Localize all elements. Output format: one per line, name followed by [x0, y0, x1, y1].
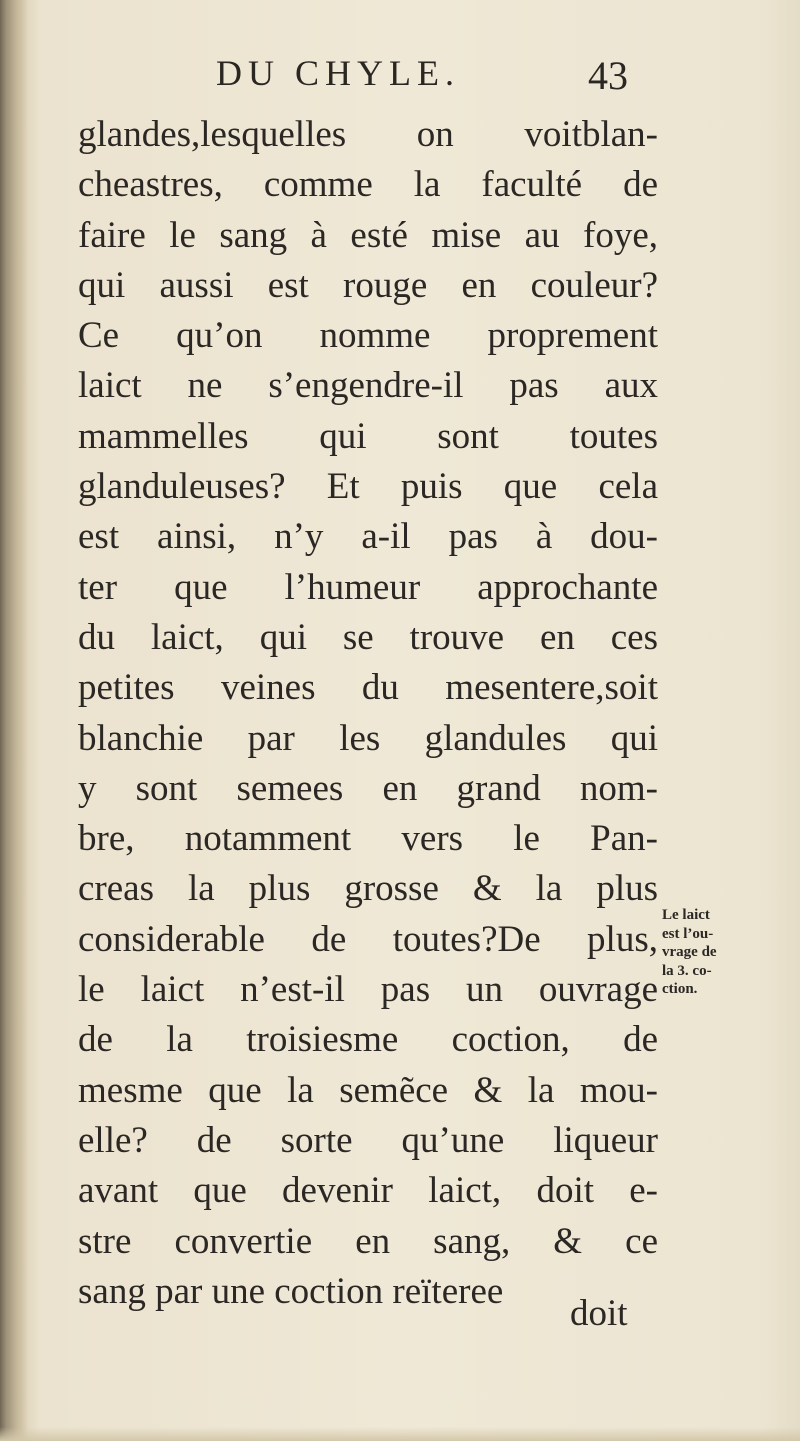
text-line: faire le sang à esté mise au foye, — [78, 214, 658, 256]
text-line: le laict n’est-il pas un ouvrage — [78, 969, 658, 1011]
text-line: creas la plus grosse & la plus — [78, 868, 658, 910]
margin-note-line: vrage de — [662, 944, 717, 960]
catchword: doit — [570, 1293, 628, 1334]
text-line: du laict, qui se trouve en ces — [78, 616, 658, 658]
text-line: blanchie par les glandules qui — [78, 717, 658, 759]
text-line: Ce qu’on nomme proprement — [78, 315, 658, 357]
margin-note — [662, 906, 772, 999]
text-line: de la troisiesme coction, de — [78, 1019, 658, 1061]
page-header — [0, 52, 800, 102]
body-text — [78, 110, 658, 1317]
text-line: avant que devenir laict, doit e- — [78, 1170, 658, 1212]
text-line: elle? de sorte qu’une liqueur — [78, 1119, 658, 1161]
text-line: petites veines du mesentere,soit — [78, 667, 658, 709]
running-head: DU CHYLE. — [216, 53, 460, 93]
text-line: cheastres, comme la faculté de — [78, 164, 658, 206]
text-line: glandes,lesquelles on voitblan- — [78, 114, 658, 155]
text-line: qui aussi est rouge en couleur? — [78, 264, 658, 306]
text-line: mammelles qui sont toutes — [78, 415, 658, 457]
margin-note-line: est l’ou- — [662, 925, 714, 942]
text-line: sang par une coction reïteree — [78, 1270, 504, 1312]
page-number: 43 — [588, 53, 628, 98]
margin-note-line: Le laict — [662, 907, 710, 923]
text-line: mesme que la semẽce & la mou- — [78, 1069, 658, 1111]
text-line: bre, notamment vers le Pan- — [78, 818, 658, 860]
margin-note-line: ction. — [662, 981, 698, 997]
text-line: laict ne s’engendre-il pas aux — [78, 365, 658, 407]
text-line: stre convertie en sang, & ce — [78, 1220, 658, 1262]
page-bottom-edge — [0, 1427, 800, 1441]
text-line: y sont semees en grand nom- — [78, 767, 658, 809]
text-line: glanduleuses? Et puis que cela — [78, 466, 658, 508]
text-line: est ainsi, n’y a-il pas à dou- — [78, 516, 658, 558]
binding-gutter — [0, 0, 28, 1441]
text-line: ter que l’humeur approchante — [78, 566, 658, 608]
margin-note-line: la 3. co- — [662, 962, 712, 979]
text-line: considerable de toutes?De plus, — [78, 918, 658, 960]
